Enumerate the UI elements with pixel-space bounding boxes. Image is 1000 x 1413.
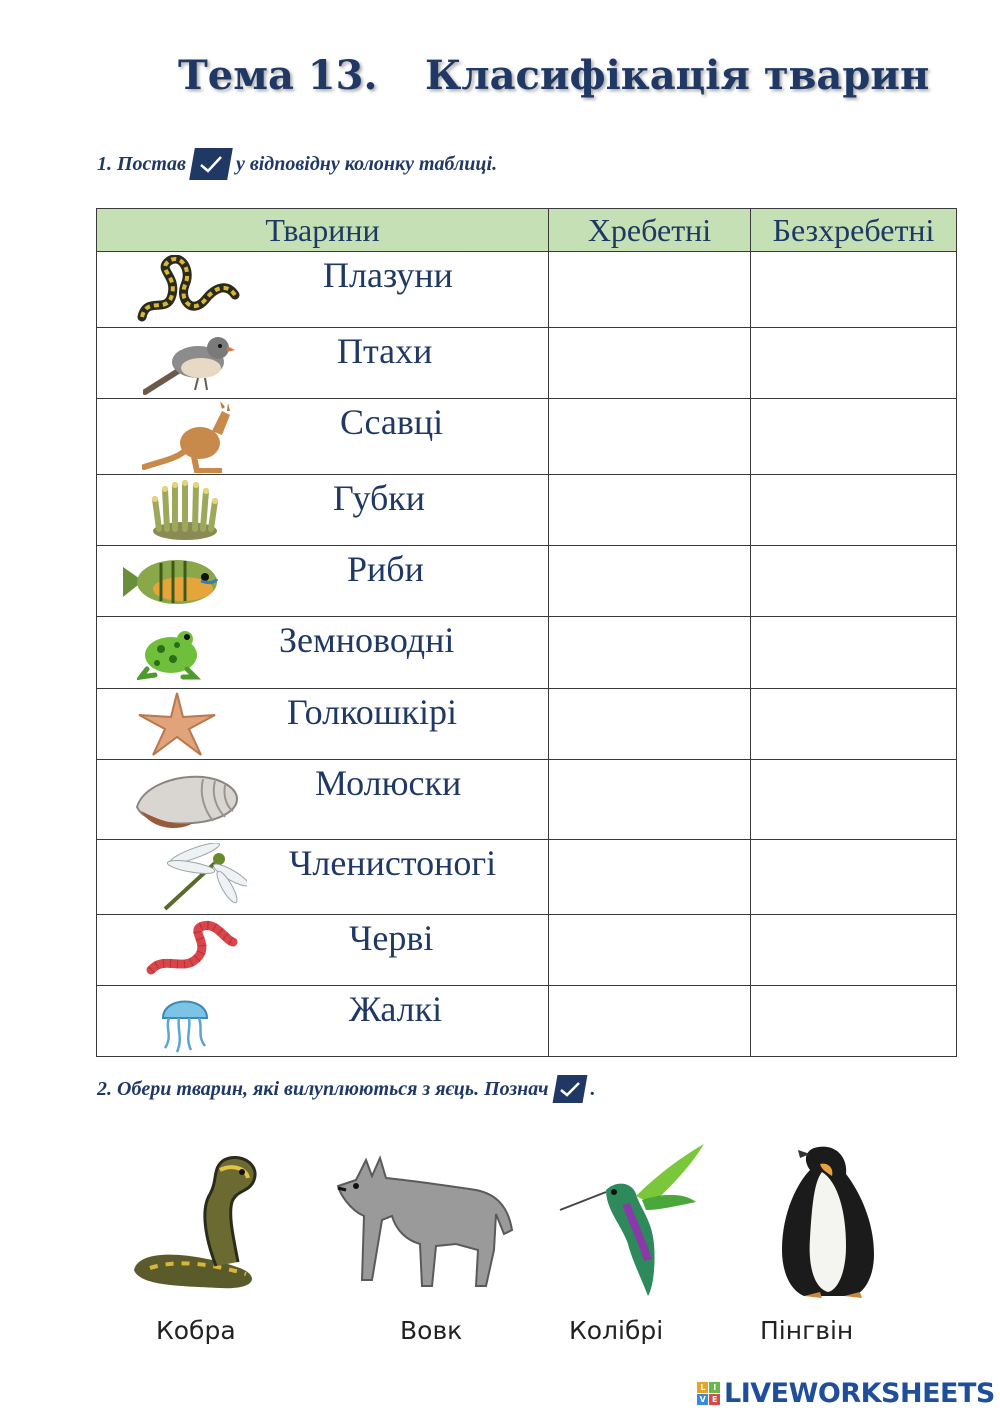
- invertebrates-cell[interactable]: [751, 915, 957, 986]
- vertebrates-cell[interactable]: [549, 399, 751, 475]
- table-row: [97, 915, 957, 986]
- liveworksheets-logo: [697, 1378, 995, 1409]
- animal-name: Жалкі: [349, 989, 443, 1029]
- worm-icon: [145, 920, 239, 980]
- animal-cell: [97, 399, 549, 475]
- animal-cell: [97, 689, 549, 760]
- animal-name: Риби: [347, 549, 424, 589]
- animal-name: Членистоногі: [289, 843, 497, 883]
- jellyfish-icon: [151, 988, 217, 1054]
- table-row: [97, 546, 957, 617]
- task-1-prefix: 1. Постав: [97, 152, 186, 175]
- hummingbird-icon[interactable]: [556, 1140, 706, 1300]
- topic-title: Класифікація тварин: [425, 52, 930, 99]
- logo-mark-icon: L I V E: [697, 1382, 720, 1405]
- invertebrates-cell[interactable]: [751, 328, 957, 399]
- frog-icon: [137, 625, 203, 681]
- table-row: [97, 689, 957, 760]
- cobra-icon[interactable]: [120, 1150, 270, 1300]
- checkmark-icon: [189, 148, 233, 180]
- task-2-suffix: .: [590, 1077, 596, 1100]
- header-invertebrates: Безхребетні: [751, 209, 957, 252]
- animal-cell: [97, 915, 549, 986]
- invertebrates-cell[interactable]: [751, 840, 957, 915]
- table-row: [97, 328, 957, 399]
- animal-cell: [97, 617, 549, 689]
- invertebrates-cell[interactable]: [751, 252, 957, 328]
- animal-cell: [97, 475, 549, 546]
- animal-cell: [97, 986, 549, 1057]
- animal-cell: [97, 546, 549, 617]
- vertebrates-cell[interactable]: [549, 760, 751, 840]
- snake-icon: [137, 255, 242, 325]
- header-animals: Тварини: [97, 209, 549, 252]
- animal-name: Птахи: [337, 331, 433, 371]
- task-2-text: 2. Обери тварин, які вилуплюються з яєць. Познач: [97, 1077, 549, 1100]
- table-row: [97, 986, 957, 1057]
- penguin-icon[interactable]: [774, 1142, 884, 1302]
- invertebrates-cell[interactable]: [751, 617, 957, 689]
- fish-icon: [121, 551, 223, 611]
- table-row: [97, 252, 957, 328]
- invertebrates-cell[interactable]: [751, 986, 957, 1057]
- vertebrates-cell[interactable]: [549, 546, 751, 617]
- header-vertebrates: Хребетні: [549, 209, 751, 252]
- vertebrates-cell[interactable]: [549, 328, 751, 399]
- table-row: [97, 840, 957, 915]
- kangaroo-icon: [142, 401, 237, 473]
- vertebrates-cell[interactable]: [549, 475, 751, 546]
- vertebrates-cell[interactable]: [549, 252, 751, 328]
- vertebrates-cell[interactable]: [549, 915, 751, 986]
- animal-name: Черві: [349, 918, 434, 958]
- table-row: [97, 760, 957, 840]
- invertebrates-cell[interactable]: [751, 689, 957, 760]
- invertebrates-cell[interactable]: [751, 760, 957, 840]
- invertebrates-cell[interactable]: [751, 546, 957, 617]
- vertebrates-cell[interactable]: [549, 617, 751, 689]
- animal-cell: [97, 252, 549, 328]
- checkmark-icon: [552, 1075, 587, 1103]
- dragonfly-icon: [155, 843, 247, 911]
- vertebrates-cell[interactable]: [549, 986, 751, 1057]
- animal-name: Молюски: [315, 763, 462, 803]
- animal-label-cobra: Кобра: [156, 1316, 236, 1345]
- animal-cell: [97, 760, 549, 840]
- animal-name: Плазуни: [323, 255, 453, 295]
- animal-name: Ссавці: [340, 402, 444, 442]
- animal-name: Голкошкірі: [287, 692, 458, 732]
- shell-icon: [133, 767, 241, 833]
- logo-text: LIVEWORKSHEETS: [724, 1378, 995, 1409]
- task-2-instruction: [97, 1075, 596, 1103]
- table-row: [97, 475, 957, 546]
- animal-name: Земноводні: [279, 620, 455, 660]
- animal-cell: [97, 328, 549, 399]
- page-title: [0, 52, 1000, 112]
- animal-cell: [97, 840, 549, 915]
- sponge-icon: [149, 479, 221, 541]
- animal-label-penguin: Пінгвін: [760, 1316, 854, 1345]
- invertebrates-cell[interactable]: [751, 475, 957, 546]
- animal-name: Губки: [333, 478, 426, 518]
- vertebrates-cell[interactable]: [549, 840, 751, 915]
- animal-label-hummingbird: Колібрі: [569, 1316, 664, 1345]
- topic-number: Тема 13.: [178, 52, 378, 99]
- animal-label-wolf: Вовк: [400, 1316, 463, 1345]
- table-row: [97, 399, 957, 475]
- task-1-instruction: [97, 148, 497, 180]
- classification-table: [96, 208, 957, 1057]
- table-row: [97, 617, 957, 689]
- task-1-suffix: у відповідну колонку таблиці.: [235, 152, 498, 175]
- wolf-icon[interactable]: [336, 1150, 516, 1290]
- invertebrates-cell[interactable]: [751, 399, 957, 475]
- vertebrates-cell[interactable]: [549, 689, 751, 760]
- starfish-icon: [137, 691, 217, 757]
- bird-icon: [143, 330, 235, 396]
